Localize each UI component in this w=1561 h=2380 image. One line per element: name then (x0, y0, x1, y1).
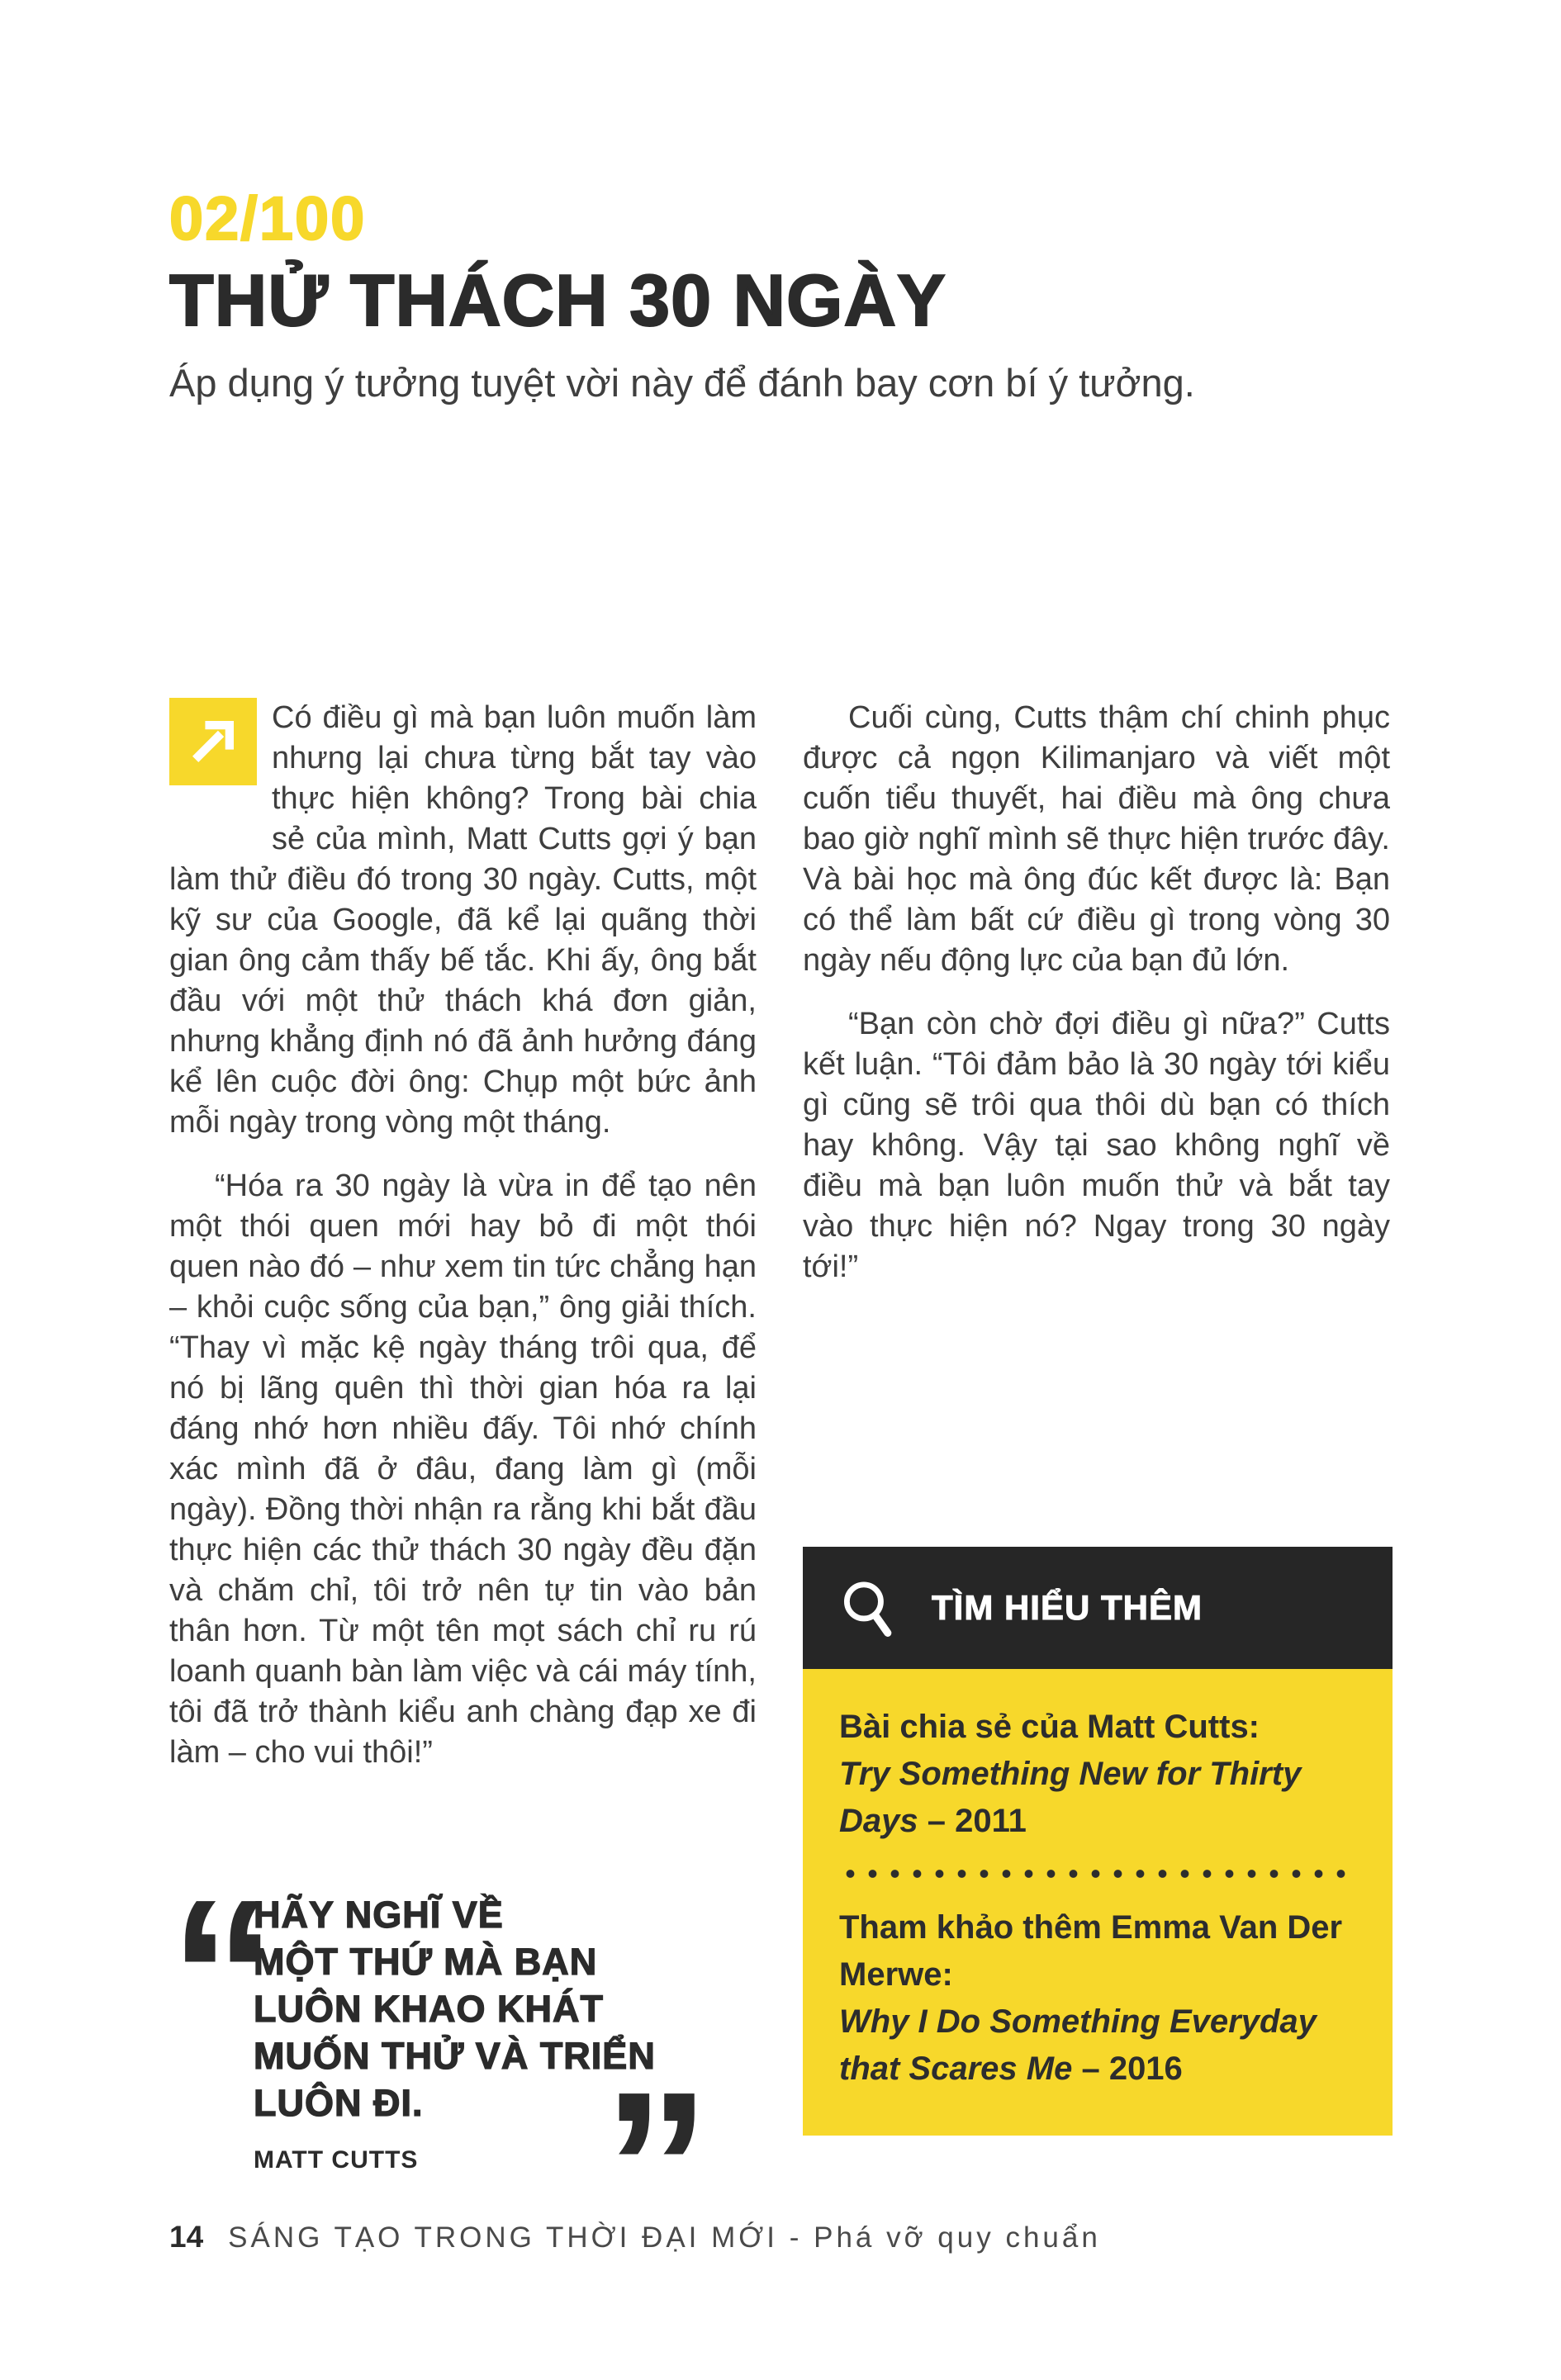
page-footer (169, 2220, 1101, 2254)
right-paragraph-1 (803, 698, 1390, 981)
arrow-up-right-icon (169, 698, 257, 785)
quote-attribution: MATT CUTTS (254, 2146, 419, 2174)
pull-quote-line: MUỐN THỬ VÀ TRIỂN (254, 2035, 656, 2077)
right-column (803, 698, 1390, 2136)
reference-year: – 2011 (918, 1803, 1027, 1839)
dotted-divider (839, 1870, 1356, 1878)
learn-more-body (803, 1669, 1393, 2136)
magnifier-icon (837, 1576, 900, 1639)
right-paragraph-2 (803, 1004, 1390, 1287)
dropcap-container (169, 698, 272, 860)
pull-quote-line: HÃY NGHĨ VỀ (254, 1894, 504, 1936)
pull-quote-line: LUÔN KHAO KHÁT (254, 1988, 604, 2030)
paragraph-text: “Hóa ra 30 ngày là vừa in để tạo nên một thói quen mới hay bỏ đi một thói quen nào đó – như xem tin tức chẳng hạn – khỏi cuộc sống của bạn,” ông giải thích. “Thay vì mặc kệ ngày tháng trôi qua, để nó bị lãng quên thì thời gian hóa ra lại đáng nhớ hơn nhiều đấy. Tôi nhớ chính xác mình đã ở đâu, đang làm gì (mỗi ngày). Đồng thời nhận ra rằng khi bắt đầu thực hiện các thử thách 30 ngày đều đặn và chăm chỉ, tôi trở nên tự tin vào bản thân hơn. Từ một tên mọt sách chỉ ru rú loanh quanh bàn làm việc và cái máy tính, tôi đã trở thành kiểu anh chàng đạp xe đi làm – cho vui thôi!” (169, 1169, 757, 1770)
page-number: 14 (169, 2220, 204, 2254)
chapter-number: 02/100 (169, 184, 367, 253)
reference-label: Bài chia sẻ của Matt Cutts: (839, 1709, 1260, 1745)
learn-more-header (803, 1547, 1393, 1669)
pull-quote-line: MỘT THỨ MÀ BẠN (254, 1941, 598, 1983)
learn-more-box (803, 1547, 1393, 2136)
paragraph-text: Có điều gì mà bạn luôn muốn làm nhưng lại chưa từng bắt tay vào thực hiện không? Trong bài chia sẻ của mình, Matt Cutts gợi ý bạn làm thử điều đó trong 30 ngày. Cutts, một kỹ sư của Google, đã kể lại quãng thời gian ông cảm thấy bế tắc. Khi ấy, ông bắt đầu với một thử thách khá đơn giản, nhưng khẳng định nó đã ảnh hưởng đáng kể lên cuộc đời ông: Chụp một bức ảnh mỗi ngày trong vòng một tháng. (169, 700, 757, 1140)
paragraph-text: Cuối cùng, Cutts thậm chí chinh phục được cả ngọn Kilimanjaro và viết một cuốn tiểu thuyết, hai điều mà ông chưa bao giờ nghĩ mình sẽ thực hiện trước đây. Và bài học mà ông đúc kết được là: Bạn có thể làm bất cứ điều gì trong vòng 30 ngày nếu động lực của bạn đủ lớn. (803, 700, 1390, 978)
pull-quote-line: LUÔN ĐI. (254, 2082, 424, 2124)
reference-item (839, 1704, 1356, 1845)
left-paragraph-1 (169, 698, 757, 1143)
paragraph-text: “Bạn còn chờ đợi điều gì nữa?” Cutts kết luận. “Tôi đảm bảo là 30 ngày tới kiểu gì cũng sẽ trôi qua thôi dù bạn có thích hay không. Vậy tại sao không nghĩ về điều mà bạn luôn muốn thử và bắt tay vào thực hiện nó? Ngay trong 30 ngày tới!” (803, 1007, 1390, 1284)
page-title: THỬ THÁCH 30 NGÀY (169, 259, 947, 341)
learn-more-title: TÌM HIỂU THÊM (932, 1588, 1203, 1627)
reference-label: Tham khảo thêm Emma Van Der Merwe: (839, 1909, 1343, 1993)
reference-title: Why I Do Something Everyday that Scares Me (839, 2003, 1317, 2087)
chapter-subtitle: Áp dụng ý tưởng tuyệt vời này để đánh bay cơn bí ý tưởng. (169, 361, 1195, 405)
reference-title: Try Something New for Thirty Days (839, 1756, 1302, 1839)
chapter-header (169, 184, 1392, 407)
open-quote-icon: “ (169, 1856, 270, 2095)
reference-item (839, 1904, 1356, 2093)
reference-year: – 2016 (1072, 2050, 1183, 2087)
footer-text: SÁNG TẠO TRONG THỜI ĐẠI MỚI - Phá vỡ quy chuẩn (228, 2221, 1101, 2254)
close-quote-icon: ” (603, 2048, 704, 2288)
pull-quote-text (254, 1891, 785, 2126)
left-paragraph-2 (169, 1166, 757, 1773)
